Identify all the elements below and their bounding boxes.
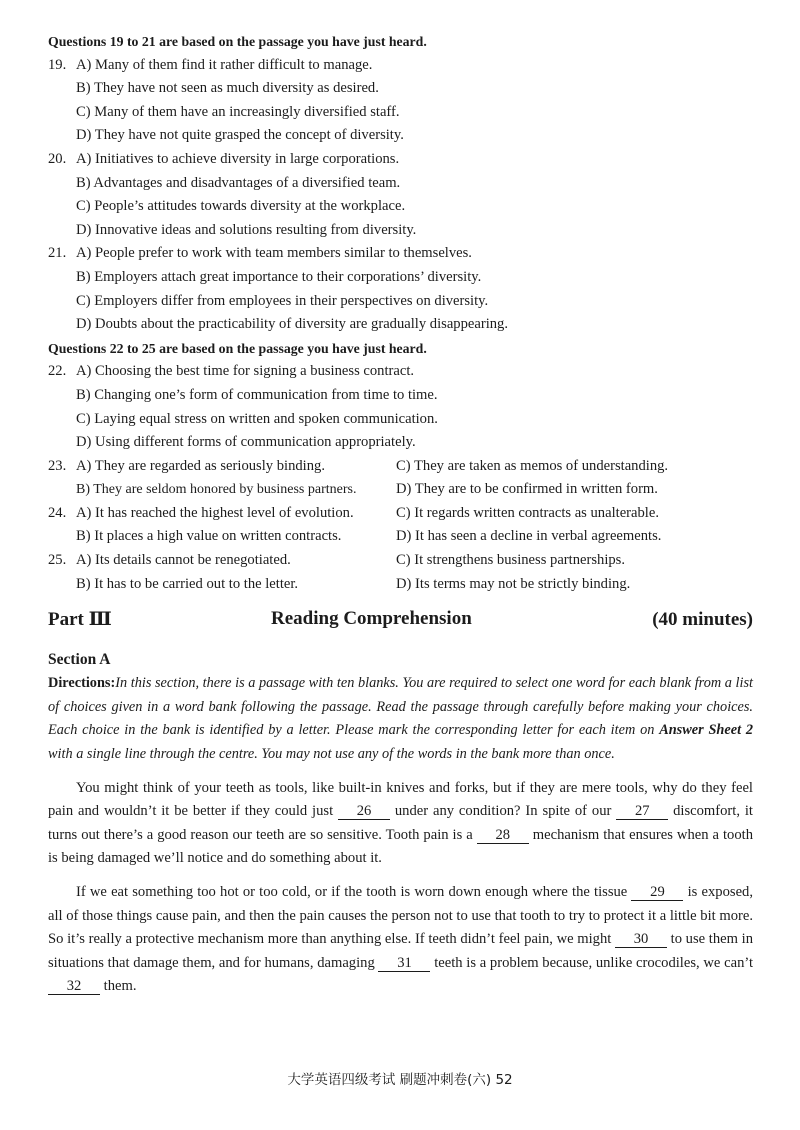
option-d: D) Doubts about the practicability of diversity are gradually disappearing. [76,316,509,333]
part-time: (40 minutes) [652,609,753,631]
directions-text-end: with a single line through the centre. You may not use any of the words in the bank more than once. [48,746,615,763]
question-number: 20. [48,150,67,167]
option-a: A) Initiatives to achieve diversity in large corporations. [76,150,400,167]
option-a: A) Choosing the best time for signing a business contract. [76,363,415,380]
option-c: C) People’s attitudes towards diversity at the workplace. [76,198,406,215]
option-a: A) It has reached the highest level of evolution. [76,504,354,521]
option-d: D) Using different forms of communication appropriately. [76,434,416,451]
option-b: B) Changing one’s form of communication from time to time. [76,386,438,403]
question-number: 25. [48,552,67,569]
part-title: Reading Comprehension [271,608,472,630]
option-c: C) Many of them have an increasingly diversified staff. [76,103,400,120]
option-a: A) They are regarded as seriously binding. [76,457,325,474]
option-c: C) It strengthens business partnerships. [396,552,626,569]
question-20 [48,148,753,242]
option-a: A) Many of them find it rather difficult to manage. [76,56,373,73]
option-c: C) Laying equal stress on written and spoken communication. [76,410,438,427]
option-b: B) Advantages and disadvantages of a diversified team. [76,174,401,191]
option-d: D) Its terms may not be strictly binding. [396,575,631,592]
option-d: D) They are to be confirmed in written form. [396,481,658,498]
option-a: A) Its details cannot be renegotiated. [76,552,291,569]
question-19 [48,54,753,148]
option-a: A) People prefer to work with team members similar to themselves. [76,245,472,262]
question-number: 22. [48,363,67,380]
question-25 [48,549,753,596]
option-d: D) They have not quite grasped the concept of diversity. [76,127,404,144]
part-header [48,608,753,638]
questions-22-25-heading: Questions 22 to 25 are based on the passage you have just heard. [48,340,427,356]
question-number: 21. [48,245,67,262]
blank-32: 32 [48,978,100,995]
option-b: B) Employers attach great importance to their corporations’ diversity. [76,268,482,285]
option-b: B) It places a high value on written contracts. [76,528,342,545]
blank-28: 28 [477,827,529,844]
option-b: B) They are seldom honored by business partners. [76,482,357,498]
option-c: C) Employers differ from employees in their perspectives on diversity. [76,292,489,309]
option-c: C) It regards written contracts as unalterable. [396,504,659,521]
page-footer: 大学英语四级考试 刷题冲刺卷(六) 52 [287,1072,513,1088]
directions-text: In this section, there is a passage with ten blanks. You are required to select one word for each blank from a list of choices given in a word bank following the passage. Read the passage through carefully before making your choices. Each choice in the bank is identified by a letter. Please mark the corresponding letter for each item on [48,675,753,739]
blank-29: 29 [631,884,683,901]
question-number: 24. [48,504,67,521]
blank-27: 27 [616,803,668,820]
option-d: D) It has seen a decline in verbal agreements. [396,528,662,545]
blank-26: 26 [338,803,390,820]
answer-sheet-ref: Answer Sheet 2 [659,722,753,739]
question-number: 19. [48,56,67,73]
blank-30: 30 [615,931,667,948]
option-b: B) It has to be carried out to the letter. [76,575,299,592]
part-label: Part Ⅲ [48,609,112,631]
question-24 [48,502,753,549]
blank-31: 31 [378,955,430,972]
questions-19-21-heading: Questions 19 to 21 are based on the passage you have just heard. [48,34,427,49]
passage-paragraph-1: You might think of your teeth as tools, like built-in knives and forks, but if they are mere tools, why do they feel pain and wouldn’t it be better if they could just 26 under any condition? In spite of our 27 discomfort, it turns out there’s a good reason our teeth are so sensitive. Tooth pain is a 28 mechanism that ensures when a tooth is being damaged we’ll notice and do something about it. [48,779,754,867]
question-23 [48,455,753,502]
question-21 [48,242,753,336]
directions [48,672,753,766]
section-heading: Section A [48,651,111,669]
passage-paragraph-2: If we eat something too hot or too cold, or if the tooth is worn down enough where the tissue 29 is exposed, all of those things cause pain, and then the pain causes the person not to use that tooth to try to protect it a little bit more. So it’s really a protective mechanism more than anything else. If teeth didn’t feel pain, we might 30 to use them in situations that damage them, and for humans, damaging 31 teeth is a problem because, unlike crocodiles, we can’t 32 them. [48,884,754,995]
directions-label: Directions: [48,675,116,692]
exam-page [48,30,753,999]
option-b: B) They have not seen as much diversity as desired. [76,80,379,97]
question-number: 23. [48,457,67,474]
question-22 [48,360,753,454]
option-c: C) They are taken as memos of understanding. [396,457,669,474]
option-d: D) Innovative ideas and solutions resulting from diversity. [76,221,417,238]
